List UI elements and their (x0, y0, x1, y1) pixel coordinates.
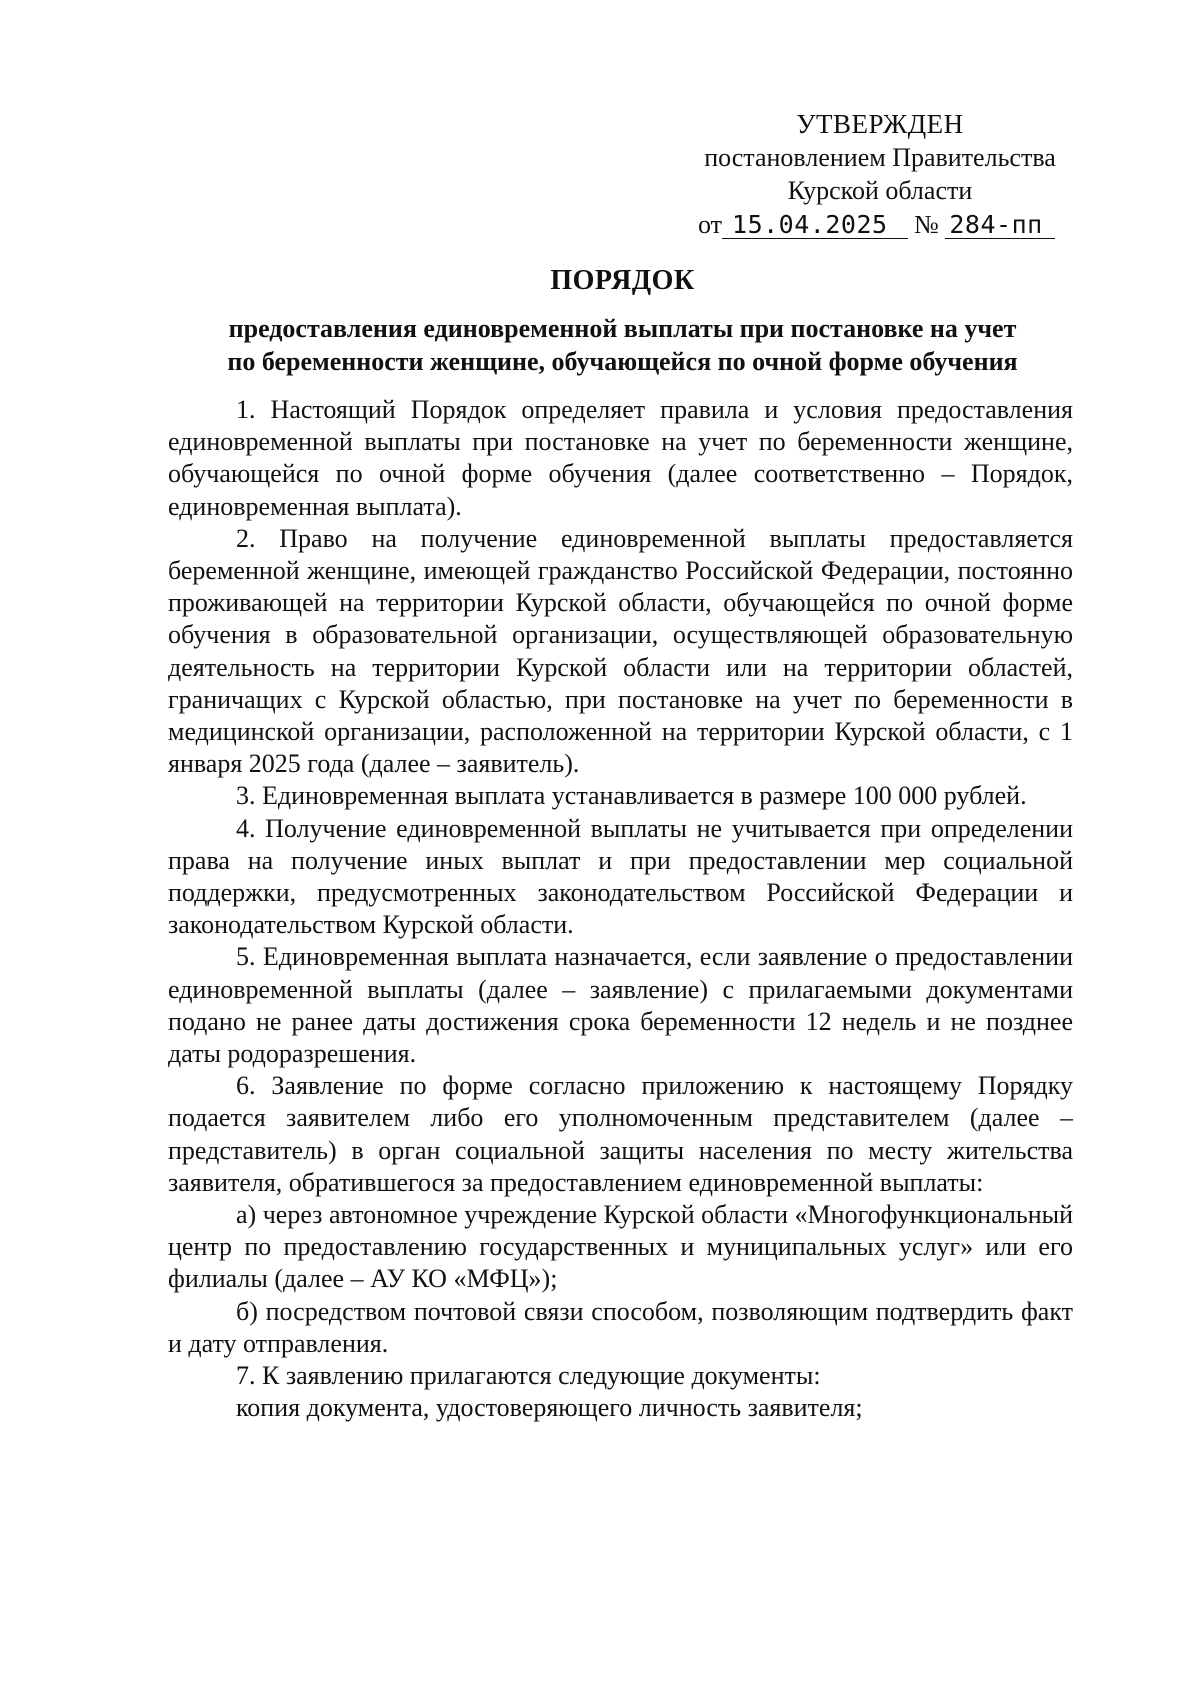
paragraph-6: 6. Заявление по форме согласно приложению к настоящему Порядку подается заявителем либо его уполномоченным представителем (далее – представитель) в орган социальной защиты населения по месту жительства заявителя, обратившегося за предоставлением единовременной выплаты: (168, 1071, 1073, 1197)
approval-line-1: постановлением Правительства (704, 143, 1056, 172)
subtitle-line-2: по беременности женщине, обучающейся по очной форме обучения (227, 347, 1018, 376)
paragraph-6a: а) через автономное учреждение Курской области «Многофункциональный центр по предоставлению государственных и муниципальных услуг» или его филиалы (далее – АУ КО «МФЦ»); (168, 1200, 1073, 1294)
subtitle-line-1: предоставления единовременной выплаты при постановке на учет (228, 314, 1017, 343)
paragraph-4: 4. Получение единовременной выплаты не учитывается при определении права на получение иных выплат и при предоставлении мер социальной поддержки, предусмотренных законодательством Российской Федерации и законодательством Курской области. (168, 813, 1073, 940)
paragraph-6b: б) посредством почтовой связи способом, позволяющим подтвердить факт и дату отправления. (168, 1296, 1073, 1358)
paragraph-2: 2. Право на получение единовременной выплаты предоставляется беременной женщине, имеющей гражданство Российской Федерации, постоянно проживающей на территории Курской области, обучающейся по очной форме обучения в образовательной организации, осуществляющей образовательную деятельность на территории Курской области или на территории областей, граничащих с Курской областью, при постановке на учет по беременности в медицинской организации, расположенной на территории Курской области, с 1 января 2025 года (далее – заявитель). (168, 523, 1073, 779)
date-prefix: от (698, 210, 723, 239)
paragraph-7: 7. К заявлению прилагаются следующие документы: (236, 1361, 821, 1391)
document-title: ПОРЯДОК (550, 265, 695, 296)
document-body (168, 394, 1073, 1425)
approval-date: 15.04.2025 (722, 212, 908, 239)
title-block (100, 264, 1145, 378)
approval-heading: УТВЕРЖДЕН (796, 109, 964, 139)
paragraph-7-item-1: копия документа, удостоверяющего личность заявителя; (236, 1393, 863, 1423)
number-prefix: № (914, 210, 939, 239)
paragraph-1: 1. Настоящий Порядок определяет правила и условия предоставления единовременной выплаты при постановке на учет по беременности женщине, обучающейся по очной форме обучения (далее соответственно – Порядок, единовременная выплата). (168, 395, 1073, 521)
approval-line-2: Курской области (787, 176, 973, 205)
approval-date-line (690, 208, 1070, 241)
approval-number: 284-пп (945, 212, 1054, 239)
approval-stamp-block (690, 108, 1070, 241)
paragraph-3: 3. Единовременная выплата устанавливается в размере 100 000 рублей. (236, 781, 1027, 811)
paragraph-5: 5. Единовременная выплата назначается, если заявление о предоставлении единовременной выплаты (далее – заявление) с прилагаемыми документами подано не ранее даты достижения срока беременности 12 недель и не позднее даты родоразрешения. (168, 942, 1073, 1069)
document-subtitle (100, 312, 1145, 378)
